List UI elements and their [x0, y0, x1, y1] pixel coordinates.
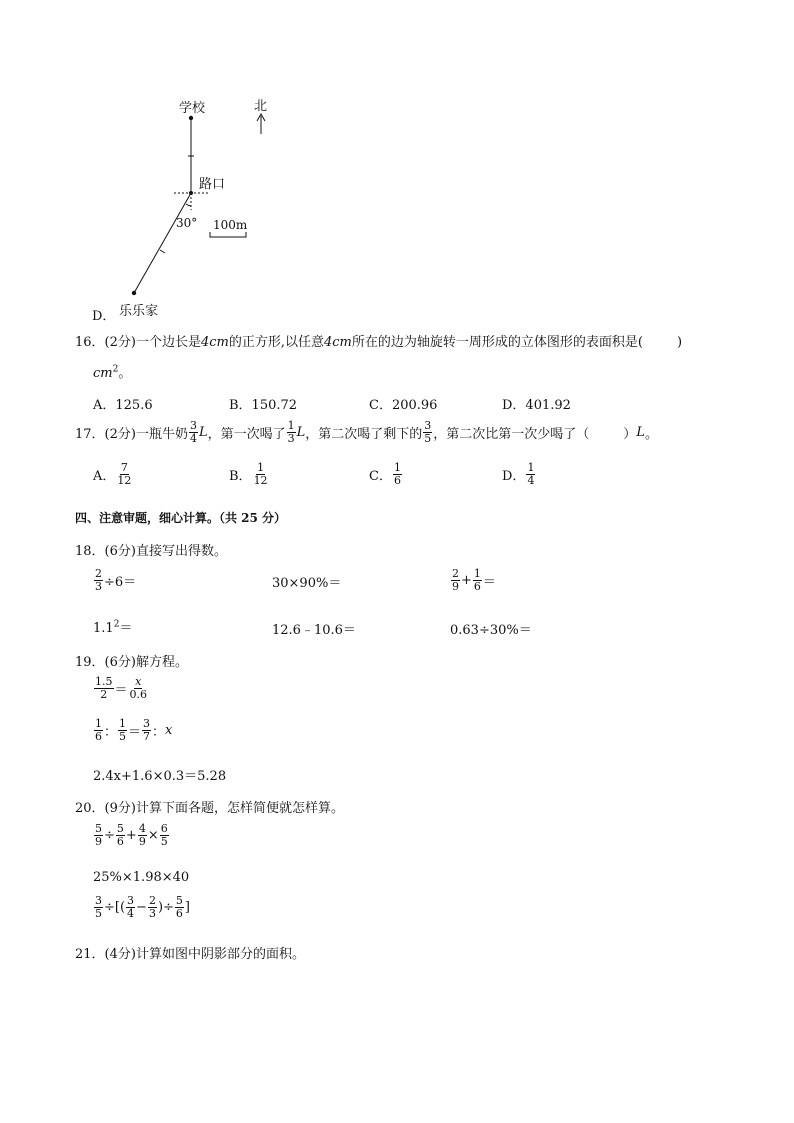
q17-unit-1: L	[198, 425, 208, 441]
q17-option-a-fraction: $\frac{7}{12}$	[117, 461, 132, 488]
q16-stem-c: 所在的边为轴旋转一周形成的立体图形的表面积是(	[351, 335, 643, 350]
q19-equation-3: 2.4x+1.6×0.3＝5.28	[93, 769, 227, 784]
school-point	[189, 116, 193, 120]
q19-stem: 19．(6分)解方程。	[75, 655, 188, 670]
q17-stem-b: ，第一次喝了	[207, 427, 286, 443]
q19-equation-1: $\frac{1.5}{2}$ ＝ $\frac{x}{0.6}$	[95, 675, 148, 702]
option-d-letter: D．	[92, 309, 116, 324]
scale-label: 100m	[213, 218, 248, 232]
q16-stem	[75, 331, 682, 350]
q16-unit: cm	[93, 366, 113, 381]
q16-unit-exp: 2	[112, 364, 119, 375]
q17-stem	[75, 420, 658, 445]
q19-equation-2: $\frac{1}{6}$ ： $\frac{1}{5}$ ＝ $\frac{3}{7}$ ： x	[95, 717, 173, 744]
q18-expr-3: $\frac{2}{9}$ + $\frac{1}{6}$ ＝	[452, 567, 496, 594]
q17-option-d-fraction: $\frac{1}{4}$	[527, 461, 535, 488]
q17-unit-3: L	[636, 425, 645, 441]
q18-expr-2: 30×90%＝	[272, 576, 342, 591]
home-label: 乐乐家	[119, 304, 159, 319]
q17-stem-d: ，第二次比第一次少喝了（	[433, 427, 590, 443]
q20-calc-1: $\frac{5}{9}$ ÷ $\frac{5}{6}$ + $\frac{4}{9}$ × $\frac{6}{5}$	[95, 822, 168, 849]
q17-option-b[interactable]: B． $\frac{1}{12}$	[229, 461, 268, 488]
home-point	[132, 291, 136, 295]
q16-option-d[interactable]: D．401.92	[502, 398, 571, 413]
section-4-title: 四、注意审题，细心计算。（共 25 分）	[75, 511, 287, 525]
crossing-label: 路口	[199, 177, 226, 192]
q16-len2: 4cm	[324, 335, 352, 350]
route-diagram	[0, 0, 320, 330]
q18-expr-6: 0.63÷30%＝	[450, 623, 532, 638]
q17-option-d[interactable]: D． $\frac{1}{4}$	[502, 461, 535, 488]
q17-option-b-fraction: $\frac{1}{12}$	[253, 461, 268, 488]
q18-expr-5: 12.6﹣10.6＝	[272, 623, 356, 638]
q17-option-a[interactable]: A． $\frac{7}{12}$	[93, 461, 132, 488]
q20-calc-3: $\frac{3}{5}$ ÷[( $\frac{3}{4}$ − $\frac{2}{3}$ )÷ $\frac{5}{6}$ ]	[95, 894, 190, 921]
q20-stem: 20．(9分)计算下面各题，怎样简便就怎样算。	[75, 801, 344, 816]
q17-tail: 。	[644, 427, 658, 443]
q16-stem-b: 的正方形,以任意	[228, 335, 324, 350]
q16-stem-a: 16．(2分)一个边长是	[75, 335, 201, 350]
q17-fraction-2: $\frac{1}{3}$	[287, 419, 295, 446]
q17-stem-c: ，第二次喝了剩下的	[305, 427, 423, 443]
scale-bar	[210, 232, 246, 237]
q16-option-a[interactable]: A．125.6	[93, 398, 153, 413]
q16-unit-tail: 。	[118, 366, 132, 381]
q20-calc-2: 25%×1.98×40	[93, 870, 190, 885]
q17-fraction-1: $\frac{3}{4}$	[189, 419, 197, 446]
q17-stem-e: ）	[623, 427, 637, 443]
north-label: 北	[254, 99, 268, 114]
q17-option-c[interactable]: C． $\frac{1}{6}$	[369, 461, 401, 488]
angle-label: 30°	[176, 216, 198, 230]
q17-stem-a: 17．(2分)一瓶牛奶	[75, 427, 188, 443]
q16-option-b[interactable]: B．150.72	[229, 398, 298, 413]
q18-stem: 18．(6分)直接写出得数。	[75, 544, 227, 559]
school-label: 学校	[179, 101, 206, 116]
angle-arc	[186, 204, 191, 206]
q17-fraction-3: $\frac{3}{5}$	[424, 419, 432, 446]
road-tick-2	[160, 250, 165, 253]
home-road	[134, 193, 191, 293]
q17-option-c-fraction: $\frac{1}{6}$	[393, 461, 401, 488]
q16-unit-line	[93, 362, 131, 381]
q16-stem-d: )	[676, 335, 683, 350]
q18-expr-4: $1.1^2=$	[93, 619, 133, 636]
q18-expr-1: $\frac{2}{3}$ ÷6＝	[95, 567, 137, 594]
q16-len1: 4cm	[200, 335, 229, 350]
q17-unit-2: L	[296, 425, 306, 441]
q21-stem: 21．(4分)计算如图中阴影部分的面积。	[75, 947, 305, 962]
q16-option-c[interactable]: C．200.96	[369, 398, 438, 413]
